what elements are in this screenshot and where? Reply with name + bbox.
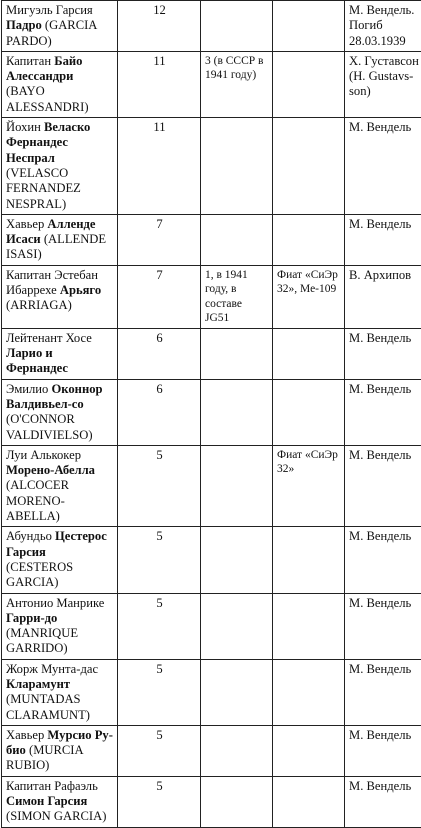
victories-cell: 7 (118, 214, 201, 265)
aircraft-cell (273, 659, 345, 725)
pilot-surname: Байо Алессандри (6, 54, 82, 83)
victories-cell: 5 (118, 445, 201, 526)
losses-cell (201, 593, 273, 659)
losses-cell: 3 (в СССР в 1941 году) (201, 51, 273, 117)
pilot-name-prefix: Жорж Мунта-дас (6, 662, 98, 676)
source-cell: М. Вендель (345, 593, 421, 659)
aircraft-cell: Фиат «СиЭр 32», Ме-109 (273, 265, 345, 328)
table-row (2, 659, 421, 725)
aircraft-cell: Фиат «СиЭр 32» (273, 445, 345, 526)
pilots-table (1, 0, 421, 828)
aircraft-cell (273, 776, 345, 827)
source-cell: В. Архипов (345, 265, 421, 328)
pilot-surname: Цестерос Гарсия (6, 529, 107, 558)
source-cell: М. Вендель (345, 379, 421, 445)
pilot-name-cell (2, 725, 118, 776)
pilot-name-suffix: (ARRIAGA) (6, 298, 72, 312)
victories-cell: 6 (118, 379, 201, 445)
victories-cell: 6 (118, 328, 201, 379)
pilot-name-suffix: (SIMON GARCIA) (6, 809, 106, 823)
victories-cell: 5 (118, 527, 201, 593)
pilot-surname: Кларамунт (6, 677, 70, 691)
pilot-name-prefix: Йохин (6, 120, 44, 134)
pilot-name-prefix: Хавьер (6, 217, 47, 231)
aircraft-cell (273, 214, 345, 265)
source-cell: М. Вендель (345, 527, 421, 593)
table-row (2, 214, 421, 265)
losses-cell (201, 776, 273, 827)
victories-cell: 5 (118, 659, 201, 725)
pilot-name-cell (2, 659, 118, 725)
pilot-name-suffix: (MURCIA RUBIO) (6, 743, 83, 772)
pilot-name-cell (2, 328, 118, 379)
pilot-name-prefix: Мигуэль Гарсия (6, 3, 93, 17)
pilot-name-prefix: Капитан Рафаэль (6, 779, 98, 793)
pilot-name-cell (2, 265, 118, 328)
aircraft-cell (273, 593, 345, 659)
pilot-name-prefix: Капитан Эстебан Ибаррехе (6, 268, 98, 297)
losses-cell: 1, в 1941 году, в составе JG51 (201, 265, 273, 328)
pilot-surname: Мурсио Ру-био (6, 728, 113, 757)
pilot-surname: Оконнор Валдивьел-со (6, 382, 103, 411)
aircraft-cell (273, 1, 345, 52)
source-cell: М. Вендель (345, 328, 421, 379)
pilot-name-cell (2, 527, 118, 593)
victories-cell: 11 (118, 118, 201, 215)
losses-cell (201, 214, 273, 265)
victories-cell: 5 (118, 776, 201, 827)
pilot-name-cell (2, 118, 118, 215)
aircraft-cell (273, 328, 345, 379)
source-cell: М. Вендель (345, 725, 421, 776)
victories-cell: 11 (118, 51, 201, 117)
table-row (2, 593, 421, 659)
table-row (2, 725, 421, 776)
table-row (2, 51, 421, 117)
pilot-name-prefix: Лейтенант Хосе (6, 331, 92, 345)
source-cell: М. Вендель (345, 118, 421, 215)
pilot-name-suffix: (VELASCO FERNANDEZ NESPRAL) (6, 166, 81, 211)
pilot-name-prefix: Хавьер (6, 728, 47, 742)
pilot-name-cell (2, 1, 118, 52)
losses-cell (201, 725, 273, 776)
aircraft-cell (273, 379, 345, 445)
pilot-surname: Арьяго (60, 283, 101, 297)
pilot-name-suffix: (GARCIA PARDO) (6, 18, 97, 47)
pilot-surname: Алленде Исаси (6, 217, 95, 246)
losses-cell (201, 118, 273, 215)
pilot-name-cell (2, 214, 118, 265)
pilot-surname: Ларио и Фернандес (6, 346, 68, 375)
table-row (2, 776, 421, 827)
losses-cell (201, 445, 273, 526)
source-cell: М. Вендель (345, 659, 421, 725)
pilot-name-suffix: (BAYO ALESSANDRI) (6, 84, 89, 113)
table-row (2, 379, 421, 445)
victories-cell: 12 (118, 1, 201, 52)
pilot-name-suffix: (MANRIQUE GARRIDO) (6, 626, 78, 655)
source-cell: М. Вендель (345, 445, 421, 526)
pilot-name-suffix: (MUNTADAS CLARAMUNT) (6, 692, 90, 721)
pilot-name-prefix: Эмилио (6, 382, 52, 396)
victories-cell: 7 (118, 265, 201, 328)
source-cell: М. Вендель (345, 214, 421, 265)
table-row (2, 1, 421, 52)
victories-cell: 5 (118, 593, 201, 659)
victories-cell: 5 (118, 725, 201, 776)
pilot-surname: Падро (6, 18, 42, 32)
source-cell: М. Вендель. Погиб 28.03.1939 (345, 1, 421, 52)
pilot-name-cell (2, 445, 118, 526)
aircraft-cell (273, 725, 345, 776)
pilot-name-prefix: Капитан (6, 54, 54, 68)
pilot-surname: Гарри-до (6, 611, 57, 625)
pilot-name-prefix: Абундьо (6, 529, 55, 543)
table-row (2, 527, 421, 593)
pilot-name-suffix: (O'CONNOR VALDIVIELSO) (6, 412, 93, 441)
losses-cell (201, 659, 273, 725)
table-row (2, 265, 421, 328)
losses-cell (201, 527, 273, 593)
source-cell: Х. Густавсон (H. Gustavs-son) (345, 51, 421, 117)
table-row (2, 328, 421, 379)
losses-cell (201, 379, 273, 445)
source-cell: М. Вендель (345, 776, 421, 827)
aircraft-cell (273, 118, 345, 215)
pilot-surname: Симон Гарсия (6, 794, 87, 808)
pilot-name-cell (2, 51, 118, 117)
pilot-name-cell (2, 379, 118, 445)
aircraft-cell (273, 527, 345, 593)
pilot-name-prefix: Луи Алькокер (6, 448, 81, 462)
pilot-surname: Веласко Фернандес Неспрал (6, 120, 90, 165)
pilots-table-body (2, 1, 421, 828)
losses-cell (201, 328, 273, 379)
aircraft-cell (273, 51, 345, 117)
pilot-name-suffix: (CESTEROS GARCIA) (6, 560, 73, 589)
pilot-surname: Морено-Абелла (6, 463, 95, 477)
pilot-name-suffix: (ALCOCER MORENO-ABELLA) (6, 478, 69, 523)
table-row (2, 118, 421, 215)
pilot-name-prefix: Антонио Манрике (6, 596, 104, 610)
table-row (2, 445, 421, 526)
losses-cell (201, 1, 273, 52)
pilot-name-cell (2, 593, 118, 659)
pilot-name-cell (2, 776, 118, 827)
pilot-name-suffix: (ALLENDE ISASI) (6, 232, 106, 261)
